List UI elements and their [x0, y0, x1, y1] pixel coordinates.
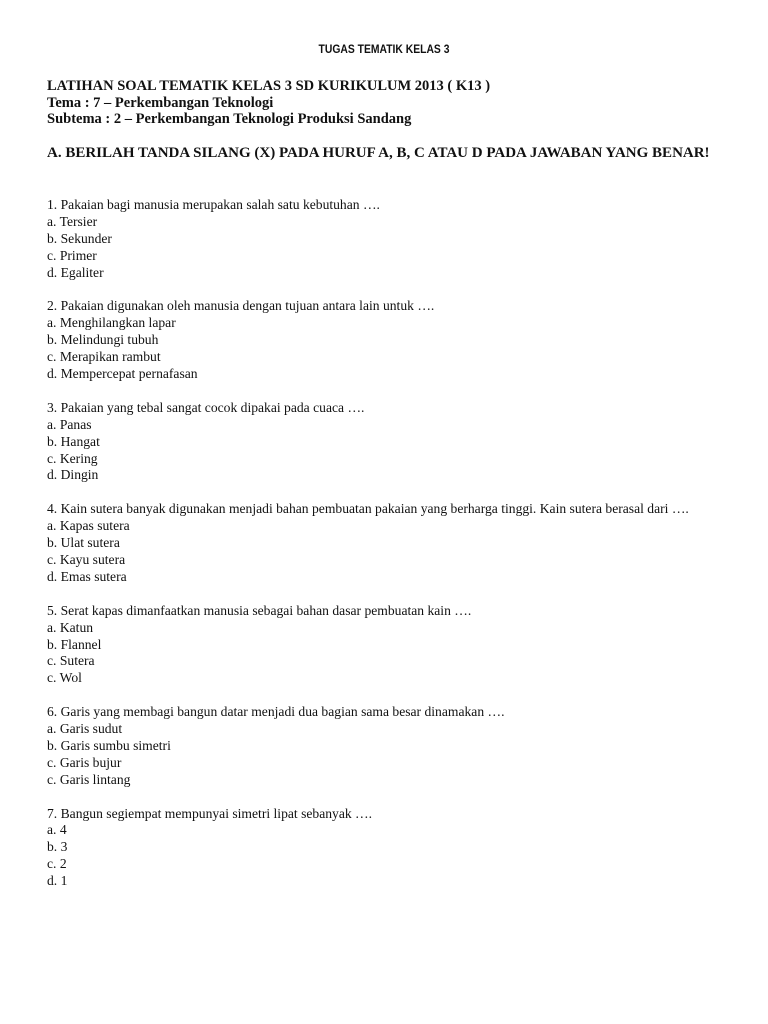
question-text: 5. Serat kapas dimanfaatkan manusia sebagai bahan dasar pembuatan kain ….: [47, 602, 472, 618]
answer-option: c. Kayu sutera: [47, 551, 126, 567]
header-title: LATIHAN SOAL TEMATIK KELAS 3 SD KURIKULUM 2013 ( K13 ): [47, 78, 491, 94]
answer-option: c. Sutera: [47, 653, 95, 669]
question-text: 1. Pakaian bagi manusia merupakan salah satu kebutuhan ….: [47, 197, 380, 212]
answer-option: c. Merapikan rambut: [47, 349, 161, 365]
question-item: [47, 298, 717, 383]
question-item: [47, 400, 717, 485]
answer-option: b. Hangat: [47, 433, 100, 449]
answer-option: a. 4: [47, 822, 67, 838]
answer-option: c. Kering: [47, 450, 98, 466]
answer-option: b. Ulat sutera: [47, 535, 120, 551]
answer-option: c. Garis bujur: [47, 754, 122, 770]
answer-option: a. Tersier: [47, 213, 98, 229]
answer-option: a. Menghilangkan lapar: [47, 315, 176, 331]
answer-option: c. Wol: [47, 670, 82, 686]
document-title: TUGAS TEMATIK KELAS 3: [318, 44, 450, 56]
question-text: 6. Garis yang membagi bangun datar menjadi dua bagian sama besar dinamakan ….: [47, 704, 505, 720]
question-list: [47, 197, 717, 907]
question-item: [47, 197, 717, 282]
header-subtema: Subtema : 2 – Perkembangan Teknologi Produksi Sandang: [47, 111, 412, 127]
header-block: [47, 78, 490, 128]
question-text: 7. Bangun segiempat mempunyai simetri lipat sebanyak ….: [47, 805, 373, 821]
answer-option: b. Garis sumbu simetri: [47, 737, 171, 753]
section-instruction: A. BERILAH TANDA SILANG (X) PADA HURUF A, B, C ATAU D PADA JAWABAN YANG BENAR!: [47, 145, 710, 161]
question-text: 2. Pakaian digunakan oleh manusia dengan tujuan antara lain untuk ….: [47, 298, 435, 314]
answer-option: b. Flannel: [47, 636, 102, 652]
question-item: [47, 806, 717, 891]
answer-option: c. 2: [47, 856, 67, 872]
answer-option: a. Garis sudut: [47, 721, 123, 737]
answer-option: d. 1: [47, 873, 68, 889]
answer-option: a. Panas: [47, 416, 92, 432]
question-text: 3. Pakaian yang tebal sangat cocok dipakai pada cuaca ….: [47, 399, 365, 415]
answer-option: d. Emas sutera: [47, 568, 127, 584]
answer-option: b. Sekunder: [47, 230, 112, 246]
answer-option: d. Egaliter: [47, 264, 104, 280]
answer-option: a. Katun: [47, 619, 94, 635]
answer-option: d. Dingin: [47, 467, 99, 483]
answer-option: c. Garis lintang: [47, 771, 131, 787]
header-tema: Tema : 7 – Perkembangan Teknologi: [47, 94, 274, 111]
answer-option: b. 3: [47, 839, 68, 855]
question-item: [47, 603, 717, 688]
question-item: [47, 704, 717, 789]
answer-option: c. Primer: [47, 247, 97, 263]
question-item: [47, 501, 717, 586]
question-text: 4. Kain sutera banyak digunakan menjadi bahan pembuatan pakaian yang berharga tinggi. Kain sutera berasal dari ….: [47, 501, 689, 517]
answer-option: d. Mempercepat pernafasan: [47, 366, 198, 382]
answer-option: b. Melindungi tubuh: [47, 332, 159, 348]
answer-option: a. Kapas sutera: [47, 518, 130, 534]
